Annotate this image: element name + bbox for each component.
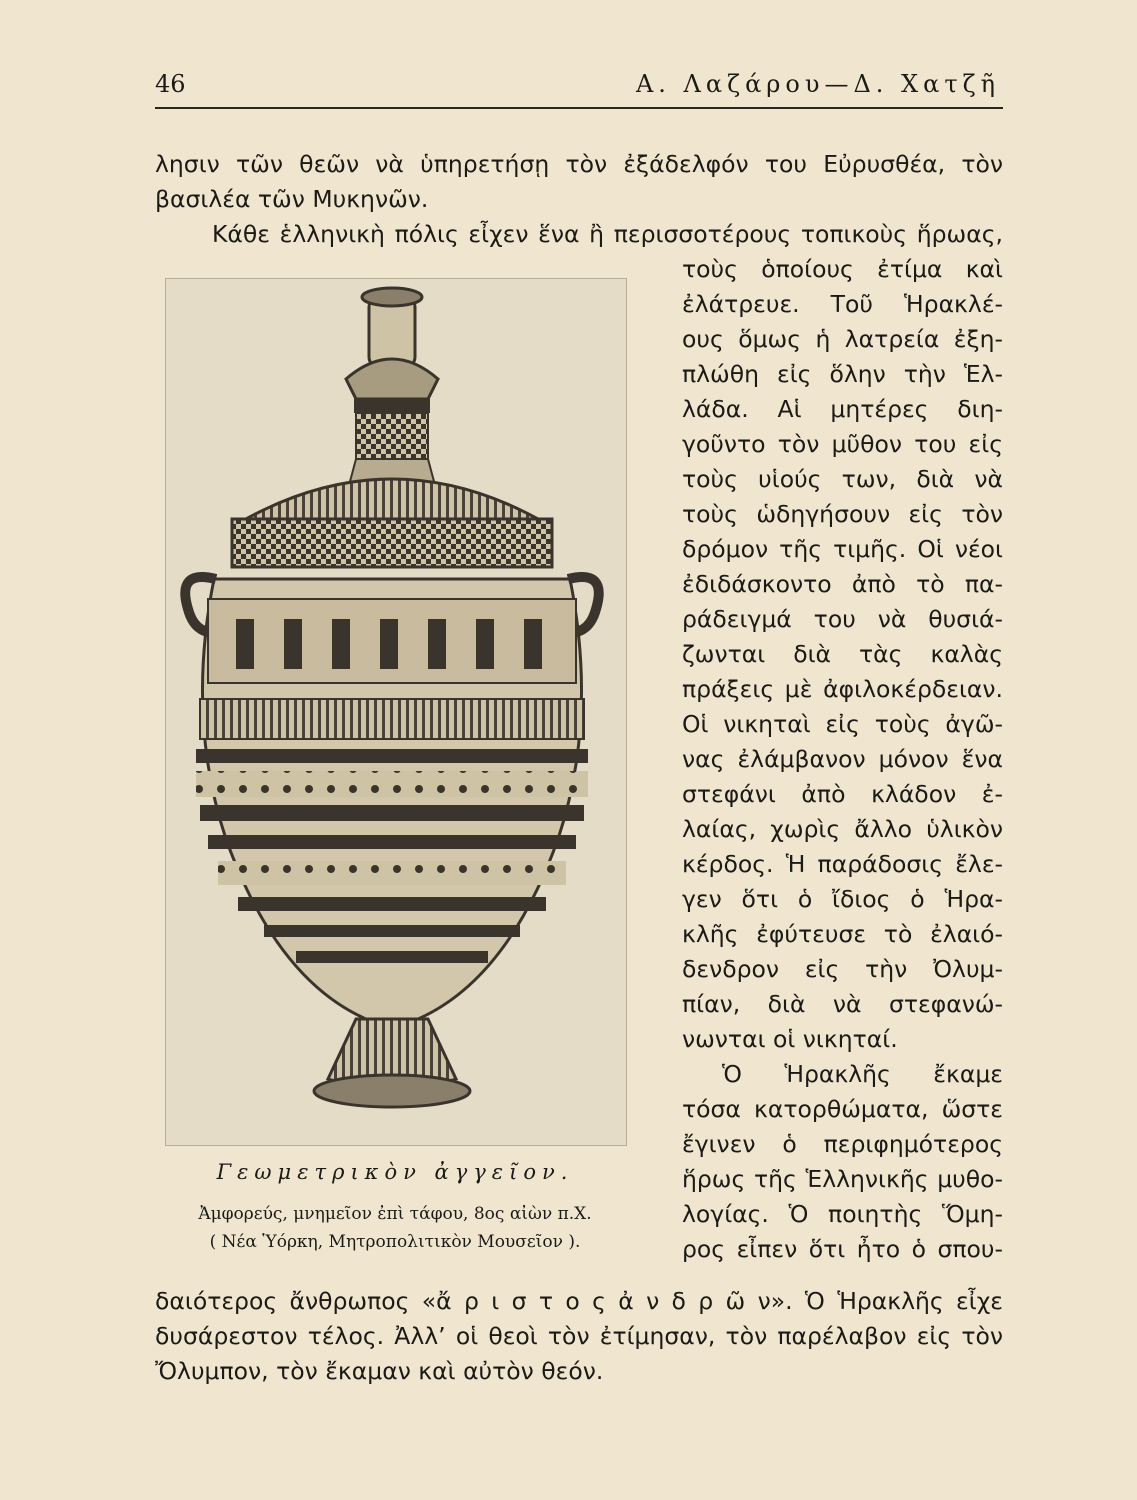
- text-line: δυσάρεστον τέλος. Ἀλλ’ οἱ θεοὶ τὸν ἐτίμησαν, τὸν παρέλαβον εἰς τὸν: [155, 1322, 1003, 1350]
- text-line: τοὺς ὡδηγήσουν εἰς τὸν: [682, 500, 1003, 528]
- text-line: νας ἐλάμβανον μόνον ἕνα: [682, 745, 1003, 773]
- text-line: πλώθη εἰς ὅλην τὴν Ἑλ-: [682, 360, 1003, 388]
- header-rule: [155, 107, 1003, 109]
- text-line: δρόμον τῆς τιμῆς. Οἱ νέοι: [682, 535, 1003, 563]
- text-line: βασιλέα τῶν Μυκηνῶν.: [155, 185, 429, 213]
- text-line: δενδρον εἰς τὴν Ὀλυμ-: [682, 955, 1003, 983]
- text-line: πίαν, διὰ νὰ στεφανώ-: [682, 990, 1003, 1018]
- text-line: γοῦντο τὸν μῦθον του εἰς: [682, 430, 1003, 458]
- text-line: λάδα. Αἱ μητέρες διη-: [682, 395, 1003, 423]
- text-line: ἔγινεν ὁ περιφημότερος: [682, 1130, 1003, 1158]
- text-line: τοὺς ὁποίους ἐτίμα καὶ: [682, 255, 1003, 283]
- vase-photograph: [165, 278, 627, 1146]
- text-line: ἐδιδάσκοντο ἀπὸ τὸ πα-: [682, 570, 1003, 598]
- text-line: ἥρως τῆς Ἑλληνικῆς μυθο-: [682, 1165, 1003, 1193]
- text-line: Ὁ Ἡρακλῆς ἔκαμε: [722, 1060, 1003, 1088]
- text-line: Οἱ νικηταὶ εἰς τοὺς ἀγῶ-: [682, 710, 1003, 738]
- text-line: ράδειγμά του νὰ θυσιά-: [682, 605, 1003, 633]
- figure-caption-description: Ἀμφορεύς, μνημεῖον ἐπὶ τάφου, 8ος αἰὼν π.Χ.: [198, 1204, 592, 1224]
- text-line: ζωνται διὰ τὰς καλὰς: [682, 640, 1003, 668]
- running-header: [155, 70, 1000, 104]
- text-line: λαίας, χωρὶς ἄλλο ὑλικὸν: [682, 815, 1003, 843]
- text-line: ἐλάτρευε. Τοῦ Ἡρακλέ-: [682, 290, 1003, 318]
- text-line: λησιν τῶν θεῶν νὰ ὑπηρετήσῃ τὸν ἐξάδελφόν του Εὐρυσθέα, τὸν: [155, 150, 1003, 178]
- text-line: Κάθε ἑλληνικὴ πόλις εἶχεν ἕνα ἢ περισσοτέρους τοπικοὺς ἥρωας,: [212, 220, 1003, 248]
- text-line: πράξεις μὲ ἀφιλοκέρδειαν.: [682, 675, 1003, 703]
- text-line: γεν ὅτι ὁ ἴδιος ὁ Ἡρα-: [682, 885, 1003, 913]
- text-line: στεφάνι ἀπὸ κλάδον ἐ-: [682, 780, 1003, 808]
- text-line: ρος εἶπεν ὅτι ἦτο ὁ σπου-: [682, 1235, 1003, 1263]
- figure-caption-title: Γεωμετρικὸν ἀγγεῖον.: [216, 1160, 574, 1184]
- text-line: λογίας. Ὁ ποιητὴς Ὅμη-: [682, 1200, 1003, 1228]
- figure-caption-location: ( Νέα Ὑόρκη, Μητροπολιτικὸν Μουσεῖον ).: [209, 1232, 581, 1252]
- text-line: τόσα κατορθώματα, ὥστε: [682, 1095, 1003, 1123]
- text-line: κέρδος. Ἡ παράδοσις ἔλε-: [682, 850, 1003, 878]
- text-line: νωνται οἱ νικηταί.: [682, 1025, 898, 1053]
- text-line: ους ὅμως ἡ λατρεία ἐξη-: [682, 325, 1003, 353]
- text-line: τοὺς υἱούς των, διὰ νὰ: [682, 465, 1003, 493]
- geometric-amphora-illustration: [166, 279, 626, 1145]
- text-line: κλῆς ἐφύτευσε τὸ ἐλαιό-: [682, 920, 1003, 948]
- text-line: δαιότερος ἄνθρωπος «ἄ ρ ι σ τ ο ς ἀ ν δ ρ ῶ ν». Ὁ Ἡρακλῆς εἶχε: [155, 1287, 1003, 1315]
- text-line: Ὄλυμπον, τὸν ἔκαμαν καὶ αὐτὸν θεόν.: [155, 1357, 604, 1385]
- header-authors: Α. Λαζάρου—Δ. Χατζῆ: [635, 70, 1000, 98]
- page-number: 46: [155, 70, 186, 98]
